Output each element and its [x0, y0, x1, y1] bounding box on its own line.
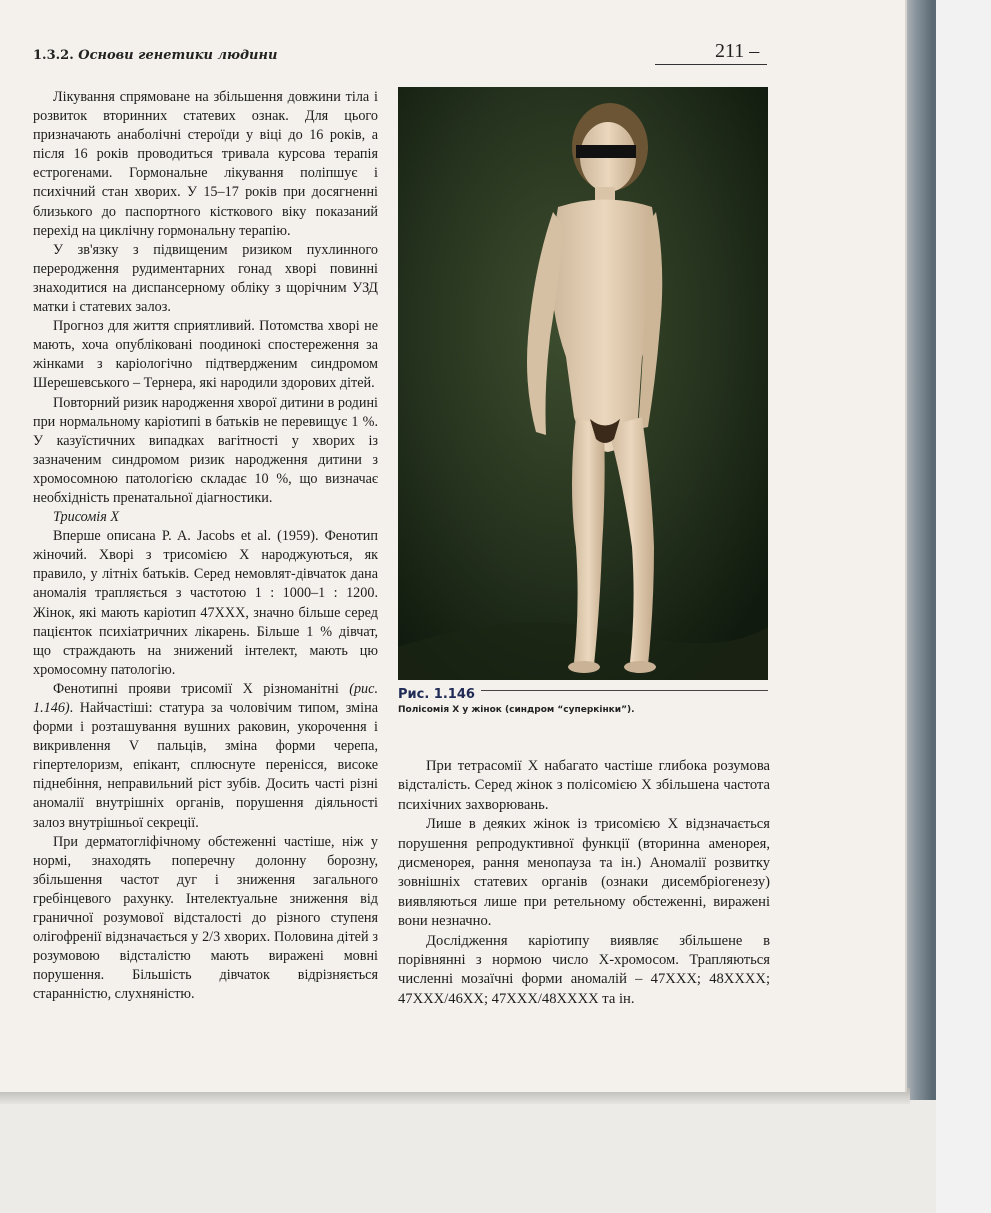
paragraph-text: Фенотипні прояви трисомії Х різноманітні — [53, 680, 339, 697]
figure-reference: (рис. 1.146) — [33, 680, 378, 716]
scanner-margin — [936, 0, 991, 1213]
subheading-trisomy-x: Трисомія Х — [53, 509, 120, 526]
right-column — [398, 757, 770, 1009]
paragraph: Дослідження каріотипу виявляє збільшене в порівнянні з нормою число Х-хромосом. Трапляються численні мозаїчні форми аномалій – 47ХХХ; 48ХХХХ; 47ХХХ/46ХХ; 47ХХХ/48ХХХХ та ін. — [398, 932, 770, 1007]
section-title: Основи генетики людини — [78, 48, 278, 63]
page-number: 211 – — [715, 40, 760, 62]
paragraph: Лікування спрямоване на збільшення довжини тіла і розвиток вторинних статевих ознак. Для цього призначають анаболічні стероїди у віці до 16 років, а після 16 років проводиться тривала курсова терапія естрогенами. Гормональне лікування поліпшує і психічний стан хворих. У 15–17 років при досягненні близького до паспортного кісткового віку показаний перехід на циклічну гормональну терапію. — [33, 89, 378, 239]
paragraph: При дерматогліфічному обстеженні частіше, ніж у нормі, знаходять поперечну долонну борозну, збільшення частот дуг і зниження загального гребінцевого рахунку. Інтелектуальне зниження від граничної розумової відсталості до різного ступеня олігофренії відзначається у 2/3 хворих. Половина дітей з розумовою відсталістю мають виражені мовні порушення. Більшість дівчаток відрізняється старанністю, слухняністю. — [33, 833, 378, 1003]
paragraph: При тетрасомії Х набагато частіше глибока розумова відсталість. Серед жінок з полісомією Х збільшена частота психічних захворювань. — [398, 758, 770, 813]
paragraph: Лише в деяких жінок із трисомією Х відзначається порушення репродуктивної функції (вторинна аменорея, дисменорея, рання менопауза та ін.) Аномалії розвитку зовнішніх статевих органів (ознаки дисембріогенезу) виявляються лише при ретельному обстеженні, виражені вони незначно. — [398, 816, 770, 930]
paragraph: Повторний ризик народження хворої дитини в родині при нормальному каріотипі в батьків не перевищує 1 %. У казуїстичних випадках вагітності у хворих із зазначеним синдромом ризик народження дитини з хромосомною патологією складає 10 %, що визначає необхідність пренатальної діагностики. — [33, 394, 378, 506]
paragraph: Вперше описана P. A. Jacobs et al. (1959). Фенотип жіночий. Хворі з трисомією Х народжуються, як правило, у літніх батьків. Серед немовлят-дівчаток дана аномалія трапляється з частотою 1 : 1000–1 : 1200. Жінок, які мають каріотип 47ХХХ, значно більше серед пацієнток психіатричних лікарень. Більше 1 % дівчат, що страждають на знижений інтелект, мають цю хромосомну патологію. — [33, 528, 378, 678]
figure-illustration — [398, 87, 768, 680]
running-header — [33, 48, 277, 63]
figure-caption: Полісомія Х у жінок (синдром “суперкінки”). — [398, 705, 635, 715]
header-rule — [655, 64, 767, 65]
book-spine — [900, 0, 936, 1100]
paragraph: Прогноз для життя сприятливий. Потомства хворі не мають, хоча опубліковані поодинокі спостереження за жінками з каріологічно підтвердженим синдромом Шерешевського – Тернера, які народили здорових дітей. — [33, 318, 378, 392]
figure-label: Рис. 1.146 — [398, 687, 481, 702]
paragraph-text: . Найчастіші: статура за чоловічим типом, зміна форми і розташування вушних раковин, укорочення і викривлення V пальців, зміна форми черепа, гіпертелоризм, епікант, сплюснуте перенісся, високе піднебіння, неправильний ріст зубів. Досить часті різні аномалії внутрішніх органів, порушення діяльності залоз внутрішньої секреції. — [33, 700, 378, 831]
figure-photo — [398, 87, 768, 680]
paragraph-phenotype — [33, 680, 378, 833]
paragraph: У зв'язку з підвищеним ризиком пухлинного переродження рудиментарних гонад хворі повинні знаходитися на диспансерному обліку з щорічним УЗД матки і статевих залоз. — [33, 241, 378, 316]
left-column — [33, 88, 378, 1005]
section-number: 1.3.2. — [33, 48, 74, 63]
